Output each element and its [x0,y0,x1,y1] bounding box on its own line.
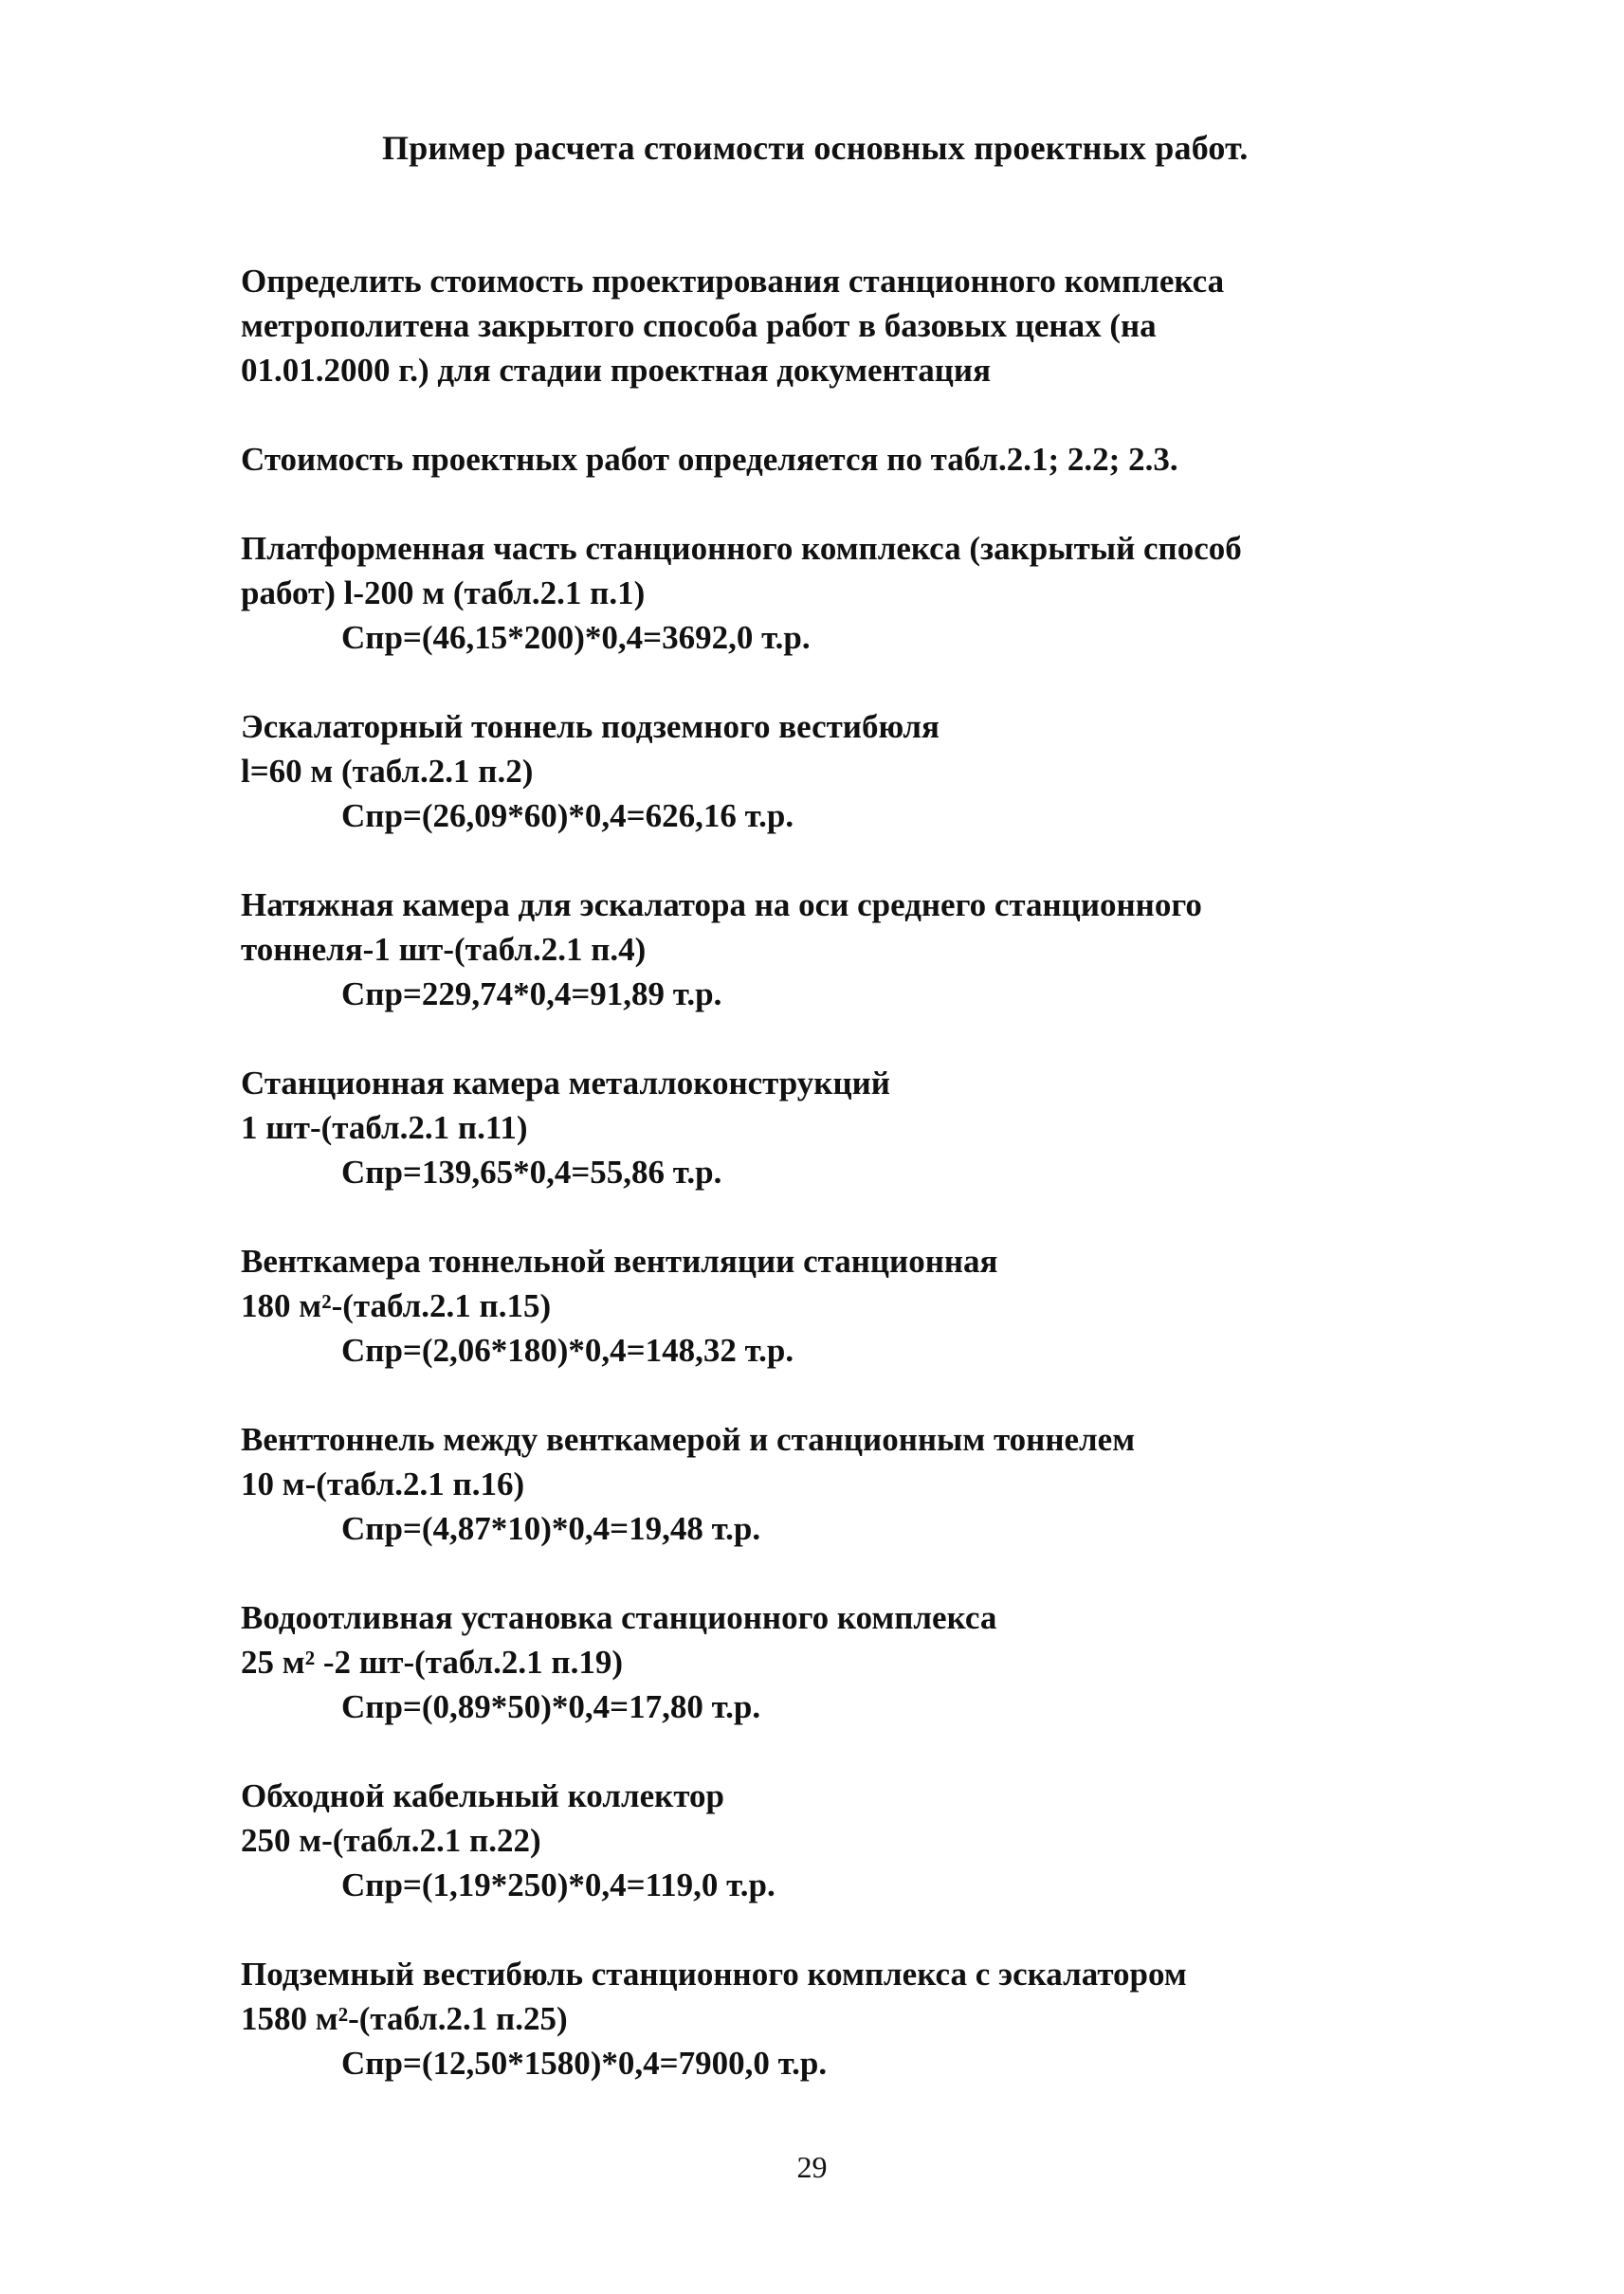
item-description: Эскалаторный тоннель подземного вестибюля [241,708,940,745]
item-description: тоннеля-1 шт-(табл.2.1 п.4) [241,931,647,968]
cost-item-underground-vestibule [241,1952,1502,2085]
cost-formula: Спр=(4,87*10)*0,4=19,48 т.р. [341,1510,761,1547]
item-description: Обходной кабельный коллектор [241,1777,725,1814]
page-title: Пример расчета стоимости основных проектных работ. [382,129,1249,167]
cost-formula: Спр=(0,89*50)*0,4=17,80 т.р. [341,1688,761,1725]
cost-item-metal-structures-chamber [241,1061,1502,1194]
intro-line: Определить стоимость проектирования станционного комплекса [241,263,1225,300]
item-description: 180 м²-(табл.2.1 п.15) [241,1287,552,1324]
item-description: Натяжная камера для эскалатора на оси среднего станционного [241,886,1202,923]
intro-line: 01.01.2000 г.) для стадии проектная документация [241,352,992,389]
item-description: l=60 м (табл.2.1 п.2) [241,753,534,790]
item-description: Платформенная часть станционного комплекса (закрытый способ [241,530,1242,567]
item-description: Подземный вестибюль станционного комплекса с эскалатором [241,1956,1187,1993]
item-description: работ) l-200 м (табл.2.1 п.1) [241,574,646,611]
item-description: 1580 м²-(табл.2.1 п.25) [241,2000,568,2037]
cost-item-tension-chamber [241,883,1502,1016]
cost-item-cable-collector [241,1774,1502,1907]
cost-formula: Спр=(26,09*60)*0,4=626,16 т.р. [341,797,794,834]
item-description: 250 м-(табл.2.1 п.22) [241,1822,541,1859]
item-description: 25 м² -2 шт-(табл.2.1 п.19) [241,1644,623,1681]
item-description: 1 шт-(табл.2.1 п.11) [241,1109,528,1146]
document-body [241,259,1502,2130]
item-description: Станционная камера металлоконструкций [241,1065,890,1101]
page-number: 29 [796,2150,828,2184]
item-description: Водоотливная установка станционного комплекса [241,1599,997,1636]
item-description: 10 м-(табл.2.1 п.16) [241,1466,525,1502]
cost-item-drainage-unit [241,1595,1502,1729]
intro-paragraph [241,259,1502,392]
cost-formula: Спр=(46,15*200)*0,4=3692,0 т.р. [341,619,811,656]
basis-line: Стоимость проектных работ определяется по табл.2.1; 2.2; 2.3. [241,441,1178,478]
basis-paragraph [241,437,1502,482]
cost-formula: Спр=139,65*0,4=55,86 т.р. [341,1154,722,1191]
intro-line: метрополитена закрытого способа работ в базовых ценах (на [241,307,1157,344]
cost-formula: Спр=(1,19*250)*0,4=119,0 т.р. [341,1866,776,1903]
cost-item-escalator-tunnel [241,704,1502,838]
cost-item-ventilation-tunnel [241,1417,1502,1551]
cost-item-platform [241,526,1502,660]
cost-formula: Спр=(12,50*1580)*0,4=7900,0 т.р. [341,2045,828,2082]
cost-item-ventilation-chamber [241,1239,1502,1373]
cost-formula: Спр=(2,06*180)*0,4=148,32 т.р. [341,1332,794,1369]
cost-formula: Спр=229,74*0,4=91,89 т.р. [341,975,722,1012]
item-description: Венткамера тоннельной вентиляции станционная [241,1243,998,1280]
item-description: Венттоннель между венткамерой и станционным тоннелем [241,1421,1136,1458]
